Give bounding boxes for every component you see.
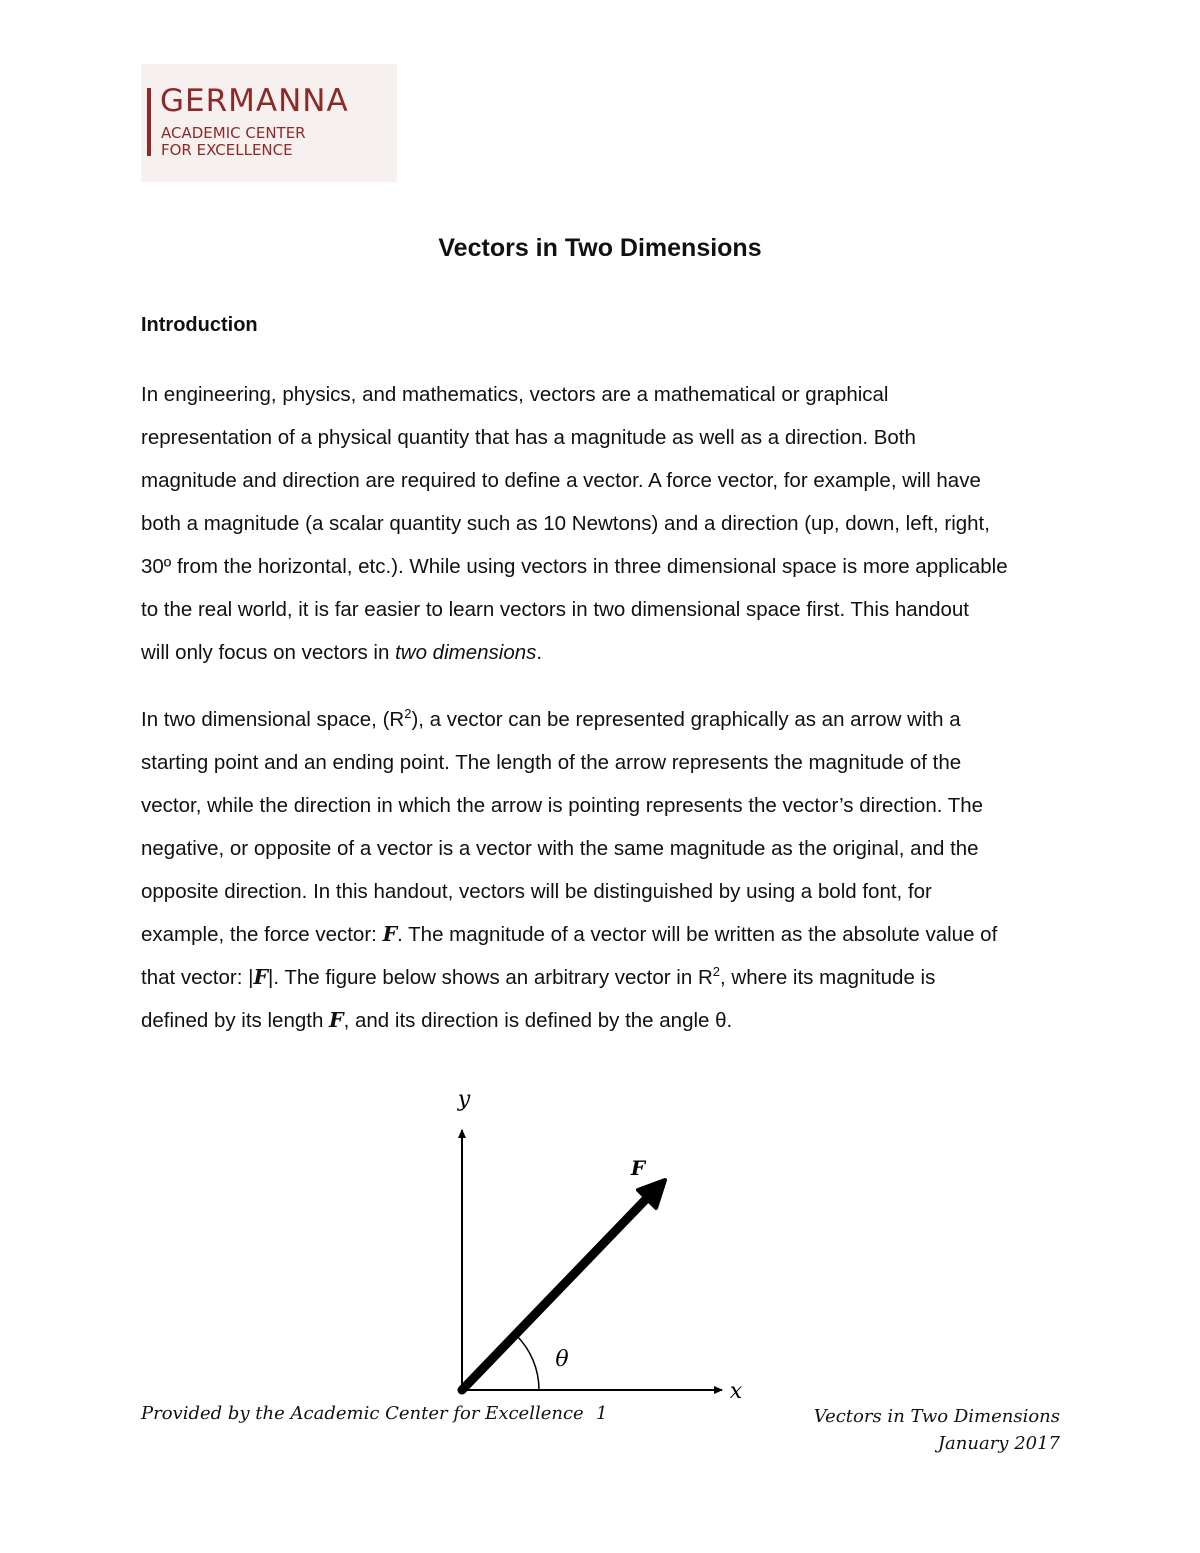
paragraph-line: vector, while the direction in which the arrow is pointing represents the vector’s direction. The [141,794,984,817]
paragraph-line: negative, or opposite of a vector is a vector with the same magnitude as the original, and the [141,837,979,860]
text-run: will only focus on vectors in [141,641,396,664]
paragraph-line: In engineering, physics, and mathematics, vectors are a mathematical or graphical [141,383,889,406]
vector-label: F [630,1156,646,1180]
paragraph-line: representation of a physical quantity that has a magnitude as well as a direction. Both [141,426,916,449]
footer-document-title: Vectors in Two Dimensions [813,1406,1060,1427]
paragraph-line: starting point and an ending point. The length of the arrow represents the magnitude of the [141,751,962,774]
text-run: that vector: | [141,966,254,989]
text-run: example, the force vector: [141,923,383,946]
footer-page-number: 1 [596,1403,608,1424]
paragraph-line: magnitude and direction are required to define a vector. A force vector, for example, will have [141,469,981,492]
text-run: . [536,641,543,664]
text-run: |. The figure below shows an arbitrary vector in R [268,966,713,989]
text-run: In two dimensional space, (R [141,708,405,731]
paragraph-line: both a magnitude (a scalar quantity such as 10 Newtons) and a direction (up, down, left, right, [141,512,990,535]
text-run: . The magnitude of a vector will be written as the absolute value of [397,923,998,946]
angle-arc [516,1335,539,1390]
page-title: Vectors in Two Dimensions [438,234,762,262]
logo-name: GERMANNA [160,83,349,119]
text-run: , where its magnitude is [720,966,936,989]
section-heading-introduction: Introduction [141,314,258,336]
logo-line-2: FOR EXCELLENCE [161,141,293,159]
footer-date: January 2017 [937,1433,1060,1454]
vector-symbol: F [329,1008,344,1032]
vector-symbol: F [253,965,268,989]
x-axis-label: x [729,1379,743,1404]
paragraph-line: to the real world, it is far easier to learn vectors in two dimensional space first. This handout [141,598,969,621]
text-run: ), a vector can be represented graphically as an arrow with a [411,708,961,731]
angle-label: θ [555,1347,569,1372]
superscript: 2 [712,964,720,980]
y-axis-label: y [457,1087,471,1112]
italic-text-run: two dimensions [395,641,537,664]
paragraph-line: opposite direction. In this handout, vectors will be distinguished by using a bold font, for [141,880,932,903]
paragraph-line: 30º from the horizontal, etc.). While using vectors in three dimensional space is more applicable [141,555,1008,578]
text-run: defined by its length [141,1009,330,1032]
logo-line-1: ACADEMIC CENTER [161,124,306,142]
vector-symbol: F [382,922,398,946]
superscript: 2 [404,706,412,722]
footer-right [814,1403,1060,1457]
footer-provided-by: Provided by the Academic Center for Excellence [141,1403,584,1424]
text-run: , and its direction is defined by the angle θ. [343,1009,733,1032]
